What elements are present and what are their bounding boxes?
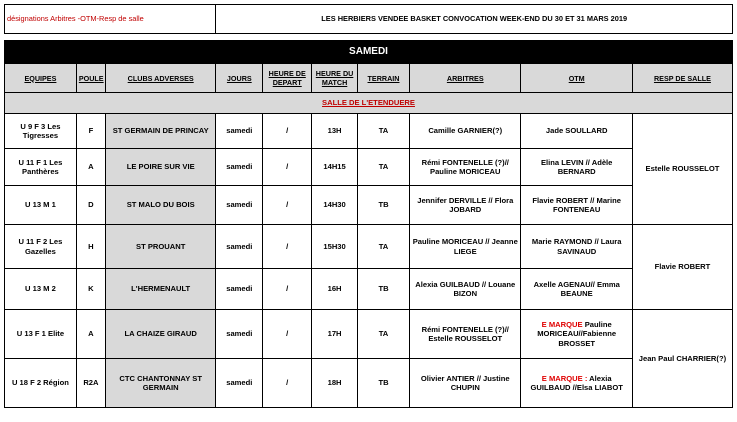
venue-label: SALLE DE L'ETENDUERE	[5, 93, 733, 114]
pool-cell: D	[76, 186, 105, 225]
opponent-cell: ST PROUANT	[106, 225, 216, 269]
col-header-opponents: CLUBS ADVERSES	[106, 64, 216, 93]
team-cell: U 18 F 2 Région	[5, 359, 77, 408]
table-row	[5, 269, 733, 310]
court-cell: TA	[357, 310, 409, 359]
time-cell: 15H30	[312, 225, 358, 269]
court-cell: TB	[357, 269, 409, 310]
court-cell: TA	[357, 149, 409, 186]
departure-cell: /	[263, 310, 312, 359]
hall-manager-cell: Estelle ROUSSELOT	[632, 114, 732, 225]
referees-cell: Camille GARNIER(?)	[410, 114, 521, 149]
otm-cell: Elina LEVIN // Adèle BERNARD	[521, 149, 632, 186]
col-header-otm: OTM	[521, 64, 632, 93]
table-row	[5, 359, 733, 408]
col-header-days: JOURS	[216, 64, 263, 93]
otm-cell: Flavie ROBERT // Marine FONTENEAU	[521, 186, 632, 225]
departure-cell: /	[263, 225, 312, 269]
col-header-court: TERRAIN	[357, 64, 409, 93]
departure-cell: /	[263, 269, 312, 310]
referees-cell: Rémi FONTENELLE (?)// Pauline MORICEAU	[410, 149, 521, 186]
day-cell: samedi	[216, 359, 263, 408]
otm-cell: Jade SOULLARD	[521, 114, 632, 149]
team-cell: U 13 M 1	[5, 186, 77, 225]
otm-marker: E MARQUE	[541, 319, 583, 329]
main-title: LES HERBIERS VENDEE BASKET CONVOCATION WEEK-END DU 30 ET 31 MARS 2019	[216, 5, 733, 34]
team-cell: U 11 F 2 Les Gazelles	[5, 225, 77, 269]
day-cell: samedi	[216, 269, 263, 310]
team-cell: U 9 F 3 Les Tigresses	[5, 114, 77, 149]
day-label: SAMEDI	[5, 41, 733, 64]
day-cell: samedi	[216, 149, 263, 186]
table-row	[5, 149, 733, 186]
court-cell: TB	[357, 359, 409, 408]
col-header-teams: EQUIPES	[5, 64, 77, 93]
col-header-referees: ARBITRES	[410, 64, 521, 93]
time-cell: 13H	[312, 114, 358, 149]
time-cell: 16H	[312, 269, 358, 310]
departure-cell: /	[263, 186, 312, 225]
pool-cell: A	[76, 310, 105, 359]
otm-names: Alexia GUILBAUD //Elsa LIABOT	[530, 373, 623, 392]
col-header-hall-manager: RESP DE SALLE	[632, 64, 732, 93]
opponent-cell: CTC CHANTONNAY ST GERMAIN	[106, 359, 216, 408]
team-cell: U 11 F 1 Les Panthères	[5, 149, 77, 186]
hall-manager-cell: Jean Paul CHARRIER(?)	[632, 310, 732, 408]
otm-cell	[521, 359, 632, 408]
col-header-match-time: HEURE DU MATCH	[312, 64, 358, 93]
table-row	[5, 186, 733, 225]
otm-names: Pauline MORICEAU//Fabienne BROSSET	[537, 319, 617, 348]
departure-cell: /	[263, 149, 312, 186]
time-cell: 18H	[312, 359, 358, 408]
team-cell: U 13 F 1 Elite	[5, 310, 77, 359]
day-cell: samedi	[216, 225, 263, 269]
court-cell: TA	[357, 225, 409, 269]
otm-cell	[521, 310, 632, 359]
pool-cell: K	[76, 269, 105, 310]
schedule-table	[4, 4, 733, 408]
departure-cell: /	[263, 114, 312, 149]
otm-marker: E MARQUE :	[541, 373, 588, 383]
col-header-departure: HEURE DE DEPART	[263, 64, 312, 93]
opponent-cell: L'HERMENAULT	[106, 269, 216, 310]
day-cell: samedi	[216, 310, 263, 359]
pool-cell: H	[76, 225, 105, 269]
referees-cell: Olivier ANTIER // Justine CHUPIN	[410, 359, 521, 408]
opponent-cell: ST GERMAIN DE PRINCAY	[106, 114, 216, 149]
table-row	[5, 114, 733, 149]
referees-cell: Rémi FONTENELLE (?)// Estelle ROUSSELOT	[410, 310, 521, 359]
pool-cell: R2A	[76, 359, 105, 408]
convocation-sheet	[4, 4, 733, 408]
time-cell: 14H30	[312, 186, 358, 225]
court-cell: TA	[357, 114, 409, 149]
court-cell: TB	[357, 186, 409, 225]
opponent-cell: LA CHAIZE GIRAUD	[106, 310, 216, 359]
col-header-pool: POULE	[76, 64, 105, 93]
opponent-cell: ST MALO DU BOIS	[106, 186, 216, 225]
day-cell: samedi	[216, 186, 263, 225]
time-cell: 17H	[312, 310, 358, 359]
otm-cell: Marie RAYMOND // Laura SAVINAUD	[521, 225, 632, 269]
departure-cell: /	[263, 359, 312, 408]
team-cell: U 13 M 2	[5, 269, 77, 310]
pool-cell: A	[76, 149, 105, 186]
referees-cell: Jennifer DERVILLE // Flora JOBARD	[410, 186, 521, 225]
left-title: désignations Arbitres -OTM-Resp de salle	[5, 5, 216, 34]
referees-cell: Alexia GUILBAUD // Louane BIZON	[410, 269, 521, 310]
hall-manager-cell: Flavie ROBERT	[632, 225, 732, 310]
table-row	[5, 310, 733, 359]
pool-cell: F	[76, 114, 105, 149]
opponent-cell: LE POIRE SUR VIE	[106, 149, 216, 186]
day-cell: samedi	[216, 114, 263, 149]
referees-cell: Pauline MORICEAU // Jeanne LIEGE	[410, 225, 521, 269]
table-row	[5, 225, 733, 269]
otm-cell: Axelle AGENAU// Emma BEAUNE	[521, 269, 632, 310]
time-cell: 14H15	[312, 149, 358, 186]
